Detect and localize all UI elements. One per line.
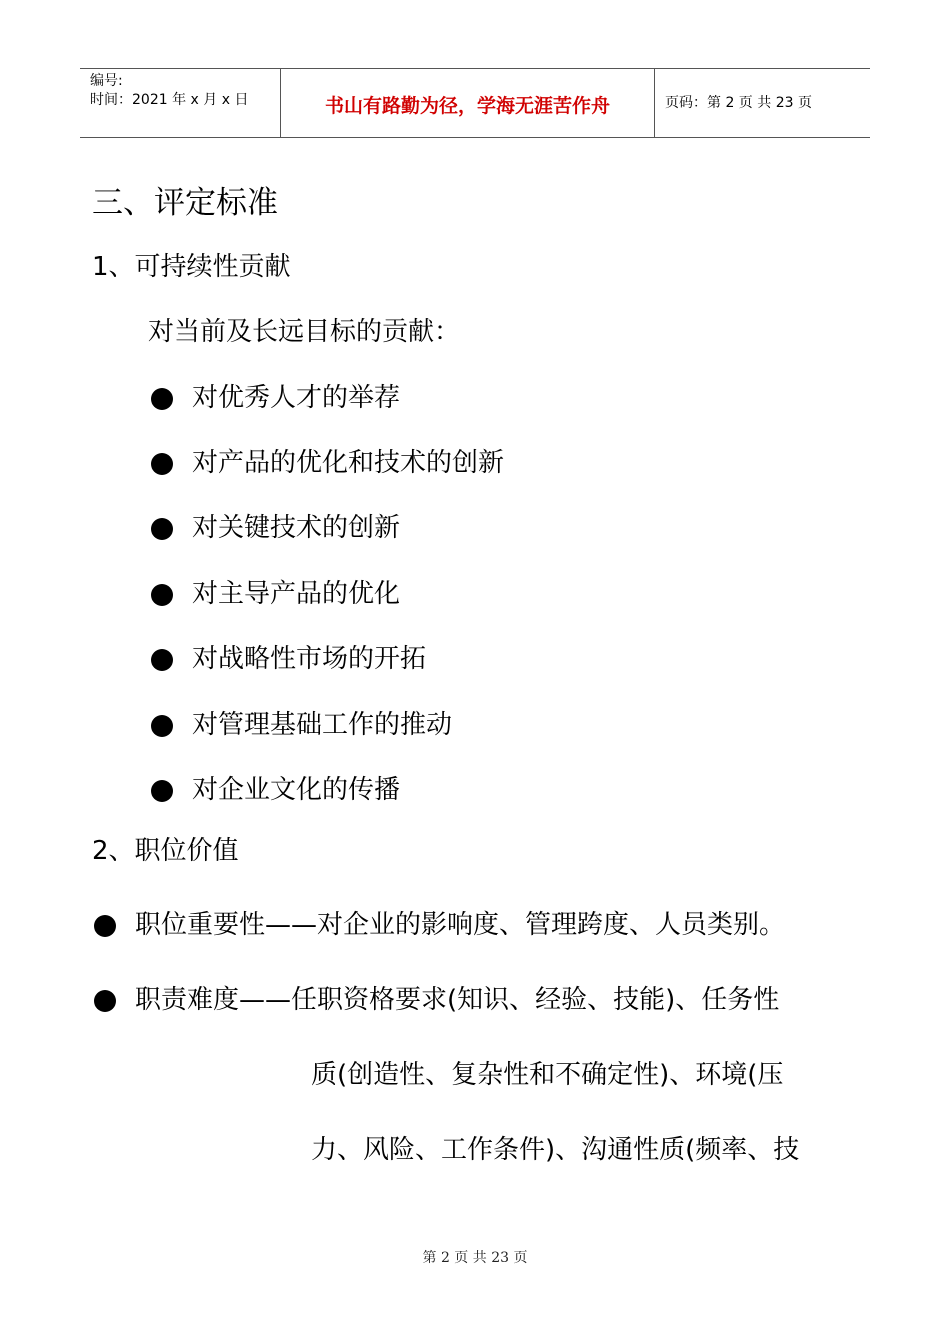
item2-title: 2、职位价值 <box>92 836 239 866</box>
bullet-icon <box>151 584 173 606</box>
list-item: 对产品的优化和技术的创新 <box>192 448 505 478</box>
motto: 书山有路勤为径，学海无涯苦作舟 <box>324 95 610 117</box>
page-footer: 第 2 页 共 23 页 <box>422 1250 528 1266</box>
bullet-icon <box>94 915 116 937</box>
item1-intro: 对当前及长远目标的贡献： <box>148 317 461 347</box>
page-header <box>80 68 870 138</box>
bullet-icon <box>151 780 173 802</box>
page-info: 页码：第 2 页 共 23 页 <box>665 95 812 111</box>
list-item: 职责难度——任职资格要求(知识、经验、技能)、任务性 <box>135 985 780 1015</box>
list-item: 对主导产品的优化 <box>192 579 401 609</box>
section-title: 三、评定标准 <box>92 185 278 221</box>
bullet-icon <box>151 518 173 540</box>
number-label: 编号: <box>90 73 123 89</box>
header-middle-cell <box>281 69 655 137</box>
bullet-icon <box>151 388 173 410</box>
item1-title: 1、可持续性贡献 <box>92 252 291 282</box>
list-item: 对关键技术的创新 <box>192 513 401 543</box>
list-item: 对战略性市场的开拓 <box>192 644 427 674</box>
header-right-cell <box>655 69 870 137</box>
list-item-continuation: 力、风险、工作条件)、沟通性质(频率、技 <box>311 1135 800 1165</box>
bullet-icon <box>151 453 173 475</box>
header-left-cell <box>80 69 281 137</box>
list-item: 对优秀人才的举荐 <box>192 383 401 413</box>
list-item: 职位重要性——对企业的影响度、管理跨度、人员类别。 <box>135 910 786 940</box>
list-item-continuation: 质(创造性、复杂性和不确定性)、环境(压 <box>311 1060 784 1090</box>
bullet-icon <box>94 990 116 1012</box>
bullet-icon <box>151 649 173 671</box>
list-item: 对企业文化的传播 <box>192 775 401 805</box>
list-item: 对管理基础工作的推动 <box>192 710 453 740</box>
bullet-icon <box>151 715 173 737</box>
date-label: 时间：2021 年 x 月 x 日 <box>90 92 249 108</box>
